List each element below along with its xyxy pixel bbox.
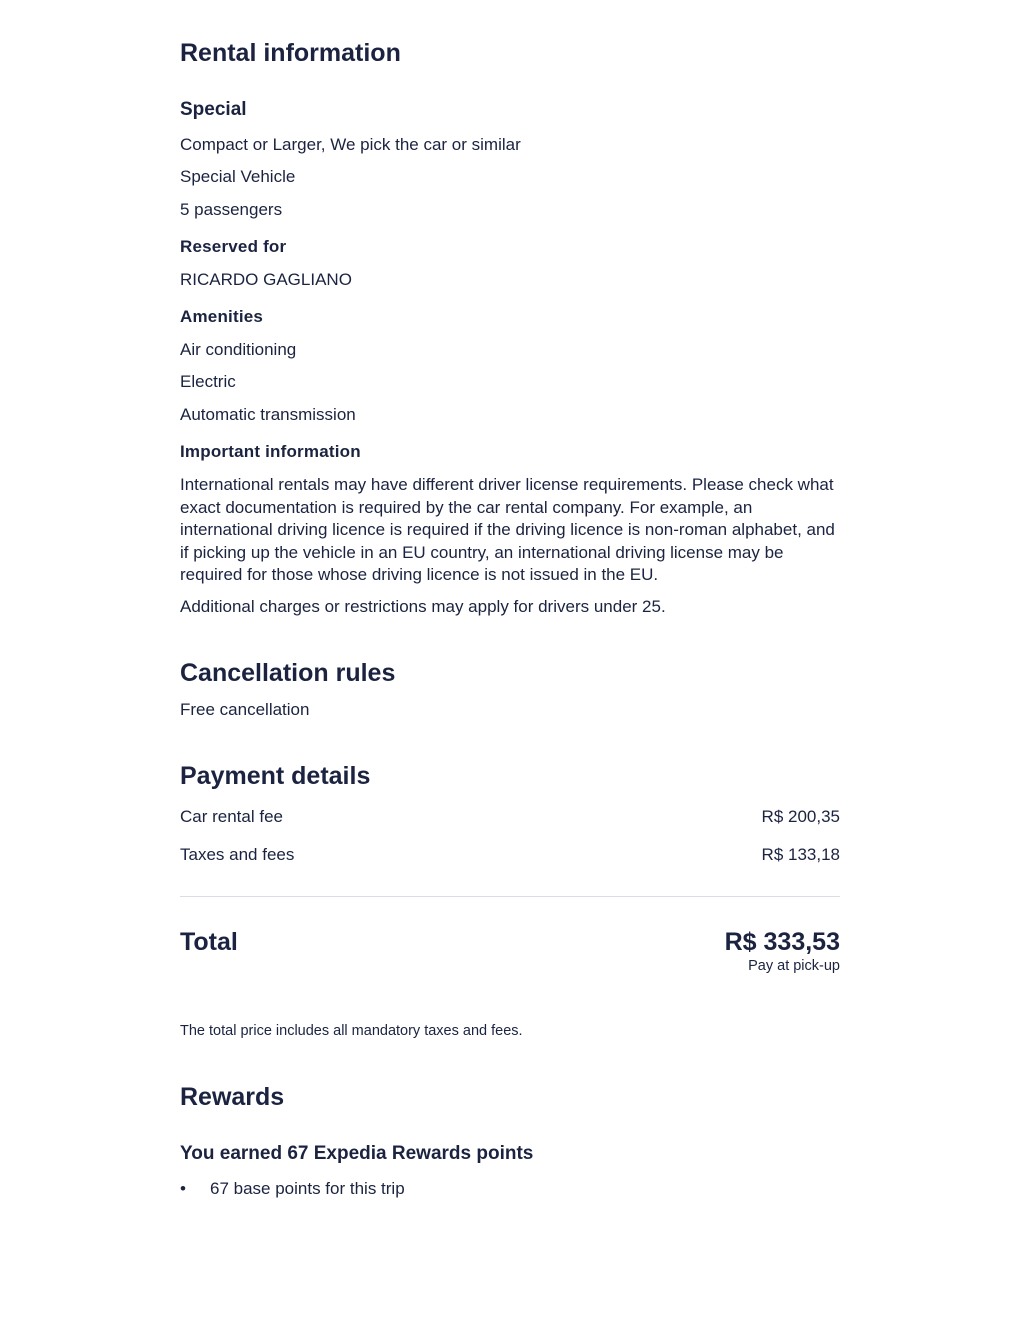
payment-divider bbox=[180, 896, 840, 897]
total-row bbox=[180, 927, 840, 976]
cancellation-text: Free cancellation bbox=[180, 700, 310, 719]
passengers: 5 passengers bbox=[180, 200, 283, 219]
reserved-for-name: RICARDO GAGLIANO bbox=[180, 270, 352, 289]
cancellation-rules-heading: Cancellation rules bbox=[180, 659, 396, 687]
bullet-icon: • bbox=[180, 1179, 186, 1198]
rewards-list-item bbox=[180, 1178, 405, 1201]
amenity-item: Air conditioning bbox=[180, 340, 297, 359]
car-class-heading: Special bbox=[180, 99, 247, 120]
amenity-item: Automatic transmission bbox=[180, 405, 356, 424]
car-description: Compact or Larger, We pick the car or similar bbox=[180, 135, 521, 154]
rewards-item-text: 67 base points for this trip bbox=[210, 1179, 405, 1198]
additional-charges-text: Additional charges or restrictions may apply for drivers under 25. bbox=[180, 597, 666, 616]
important-information-label: Important information bbox=[180, 442, 361, 461]
rental-information-heading: Rental information bbox=[180, 39, 401, 67]
reserved-for-label: Reserved for bbox=[180, 237, 287, 256]
total-amount: R$ 333,53 bbox=[724, 928, 840, 956]
amenity-item: Electric bbox=[180, 372, 236, 391]
payment-line bbox=[180, 844, 840, 867]
payment-line-amount: R$ 133,18 bbox=[761, 845, 840, 864]
rewards-subtitle: You earned 67 Expedia Rewards points bbox=[180, 1143, 534, 1164]
rewards-heading: Rewards bbox=[180, 1083, 285, 1111]
payment-line-label: Taxes and fees bbox=[180, 845, 295, 864]
important-information-text: International rentals may have different driver license requirements. Please check what exact documentation is required by the car rental company. For example, an international driving licence is required if the driving licence is non-roman alphabet, and if picking up the vehicle in an EU country, an international driving license may be required for those whose driving licence is not issued in the EU. bbox=[180, 475, 835, 584]
price-disclaimer: The total price includes all mandatory taxes and fees. bbox=[180, 1023, 523, 1039]
total-amount-block bbox=[725, 927, 840, 976]
payment-line-label: Car rental fee bbox=[180, 807, 283, 826]
amenities-label: Amenities bbox=[180, 307, 264, 326]
payment-line bbox=[180, 806, 840, 829]
total-label: Total bbox=[180, 928, 238, 956]
payment-line-amount: R$ 200,35 bbox=[761, 807, 840, 826]
payment-details-heading: Payment details bbox=[180, 762, 371, 790]
vehicle-type: Special Vehicle bbox=[180, 167, 296, 186]
total-note: Pay at pick-up bbox=[748, 958, 840, 974]
